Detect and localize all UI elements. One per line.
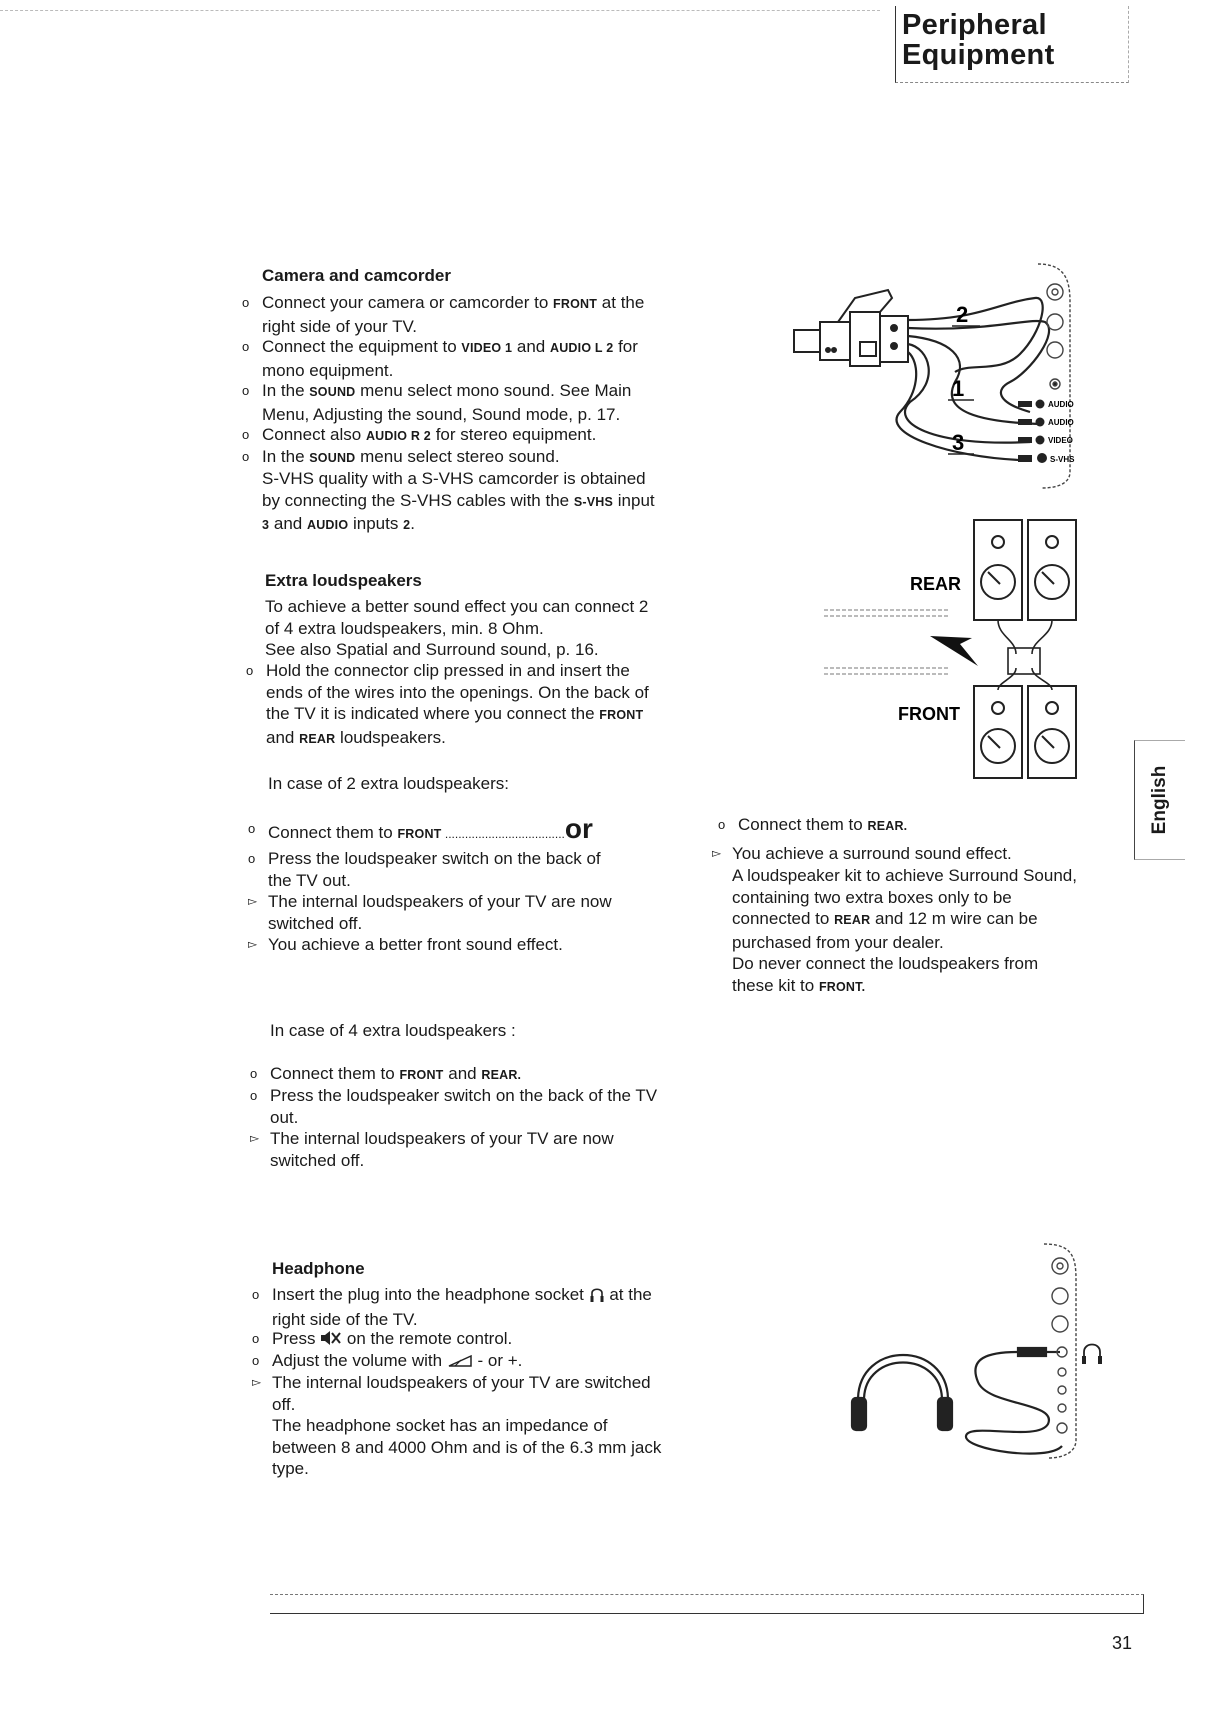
headphones-icon — [852, 1355, 952, 1430]
case-2-heading: In case of 2 extra loudspeakers: — [268, 774, 509, 793]
bullet-circle: o — [250, 1088, 258, 1103]
bullet-triangle: ▻ — [712, 846, 722, 860]
bullet-triangle: ▻ — [248, 894, 258, 908]
bullet-circle: o — [252, 1353, 260, 1368]
bullet-circle: o — [248, 851, 256, 866]
bullet-circle: o — [242, 339, 250, 354]
camera-heading: Camera and camcorder — [262, 266, 451, 285]
headphone-socket-icon — [1082, 1345, 1102, 1365]
cable-bundle — [897, 298, 1050, 460]
language-tab-label: English — [1149, 765, 1170, 835]
bullet-circle: o — [242, 295, 250, 310]
case2-right-item-1: o Connect them to REAR. — [718, 815, 908, 834]
case2-left-item-1: o Connect them to FRONT ....................................or — [248, 813, 593, 844]
bullet-circle: o — [718, 817, 726, 832]
headphone-diagram — [838, 1240, 1108, 1470]
socket-label-video: VIDEO — [1048, 436, 1073, 445]
speakers-intro: To achieve a better sound effect you can connect 2 of 4 extra loudspeakers, min. 8 Ohm. See also Spatial and Surround sound, p. 16. — [265, 597, 649, 660]
bullet-triangle: ▻ — [250, 1131, 260, 1145]
case4-item-1: o Connect them to FRONT and REAR. — [250, 1064, 522, 1083]
rear-speaker-left — [974, 520, 1022, 620]
language-tab — [1134, 740, 1185, 860]
camera-svhs-note: S-VHS quality with a S-VHS camcorder is obtained by connecting the S-VHS cables with the S-VHS input 3 and AUDIO inputs 2. — [262, 469, 655, 534]
camera-item-4: o Connect also AUDIO R 2 for stereo equipment. — [242, 425, 597, 444]
bullet-circle: o — [242, 383, 250, 398]
page-title-line1: Peripheral — [902, 9, 1047, 41]
bullet-circle: o — [250, 1066, 258, 1081]
volume-icon — [447, 1352, 473, 1374]
speakers-item-connector: o Hold the connector clip pressed in and insert the ends of the wires into the openings. On the back of the TV it is indicated where you connect the FRONT and REAR loudspeakers. — [246, 661, 649, 747]
front-speaker-right — [1028, 686, 1076, 778]
rear-speaker-right — [1028, 520, 1076, 620]
camera-connection-diagram — [780, 262, 1110, 492]
headphone-item-1: o Insert the plug into the headphone socket at the right side of the TV. — [252, 1285, 652, 1329]
front-label: FRONT — [898, 704, 960, 724]
surround-kit-note: A loudspeaker kit to achieve Surround Sound, containing two extra boxes only to be connected to REAR and 12 m wire can be purchased from your dealer. Do never connect the loudspeakers from these kit to FRONT. — [732, 866, 1077, 995]
case-4-heading: In case of 4 extra loudspeakers : — [270, 1021, 516, 1040]
socket-label-audio-2: AUDIO — [1048, 418, 1074, 427]
bullet-circle: o — [248, 821, 256, 836]
headphone-socket-icon — [589, 1285, 605, 1309]
tv-outline — [824, 610, 950, 674]
page-title-line2: Equipment — [902, 39, 1055, 71]
page-number: 31 — [1112, 1633, 1133, 1653]
bullet-circle: o — [246, 663, 254, 678]
headphone-cable — [966, 1348, 1062, 1454]
or-label: or — [564, 813, 593, 844]
bullet-circle: o — [242, 449, 250, 464]
headphone-item-4: ▻ The internal loudspeakers of your TV are switched off. — [252, 1373, 651, 1414]
camera-item-1: o Connect your camera or camcorder to FRONT at the right side of your TV. — [242, 293, 645, 336]
headphone-item-3: o Adjust the volume with - or +. — [272, 1350, 742, 1374]
front-speaker-left — [974, 686, 1022, 778]
arrow-pointer — [930, 636, 978, 666]
diagram-label-2: 2 — [956, 302, 969, 327]
page-header — [895, 6, 1129, 83]
bullet-triangle: ▻ — [248, 937, 258, 951]
socket-label-svhs: S-VHS — [1050, 455, 1075, 464]
bullet-circle: o — [242, 427, 250, 442]
case4-item-2: o Press the loudspeaker switch on the back of the TV out. — [250, 1086, 658, 1127]
socket-label-audio-1: AUDIO — [1048, 400, 1074, 409]
headphone-item-2: o Press on the remote control. — [272, 1328, 742, 1353]
bullet-triangle: ▻ — [252, 1375, 262, 1389]
footer-rule — [270, 1594, 1144, 1614]
loudspeaker-diagram — [820, 518, 1090, 780]
case2-left-item-4: ▻ You achieve a better front sound effect. — [248, 935, 563, 954]
bullet-circle: o — [252, 1331, 260, 1346]
rear-label: REAR — [910, 574, 962, 594]
bullet-circle: o — [252, 1287, 260, 1302]
camera-item-2: o Connect the equipment to VIDEO 1 and AUDIO L 2 for mono equipment. — [242, 337, 638, 380]
case2-left-item-3: ▻ The internal loudspeakers of your TV are now switched off. — [248, 892, 612, 933]
headphone-heading: Headphone — [272, 1259, 365, 1278]
camera-item-3: o In the SOUND menu select mono sound. See Main Menu, Adjusting the sound, Sound mode, p. 17. — [242, 381, 632, 424]
camcorder-icon — [794, 290, 908, 366]
case2-left-item-2: o Press the loudspeaker switch on the back of the TV out. — [248, 849, 601, 890]
case2-right-item-2: ▻ You achieve a surround sound effect. — [712, 844, 1012, 863]
diagram-label-3: 3 — [952, 430, 965, 455]
diagram-label-1: 1 — [952, 376, 965, 401]
camera-item-5: o In the SOUND menu select stereo sound. — [242, 447, 560, 466]
speaker-wires — [998, 620, 1052, 690]
top-scan-dashes — [0, 10, 880, 13]
case4-item-3: ▻ The internal loudspeakers of your TV are now switched off. — [250, 1129, 614, 1170]
speakers-heading: Extra loudspeakers — [265, 571, 422, 590]
headphone-impedance-note: The headphone socket has an impedance of between 8 and 4000 Ohm and is of the 6.3 mm jack type. — [272, 1416, 662, 1479]
